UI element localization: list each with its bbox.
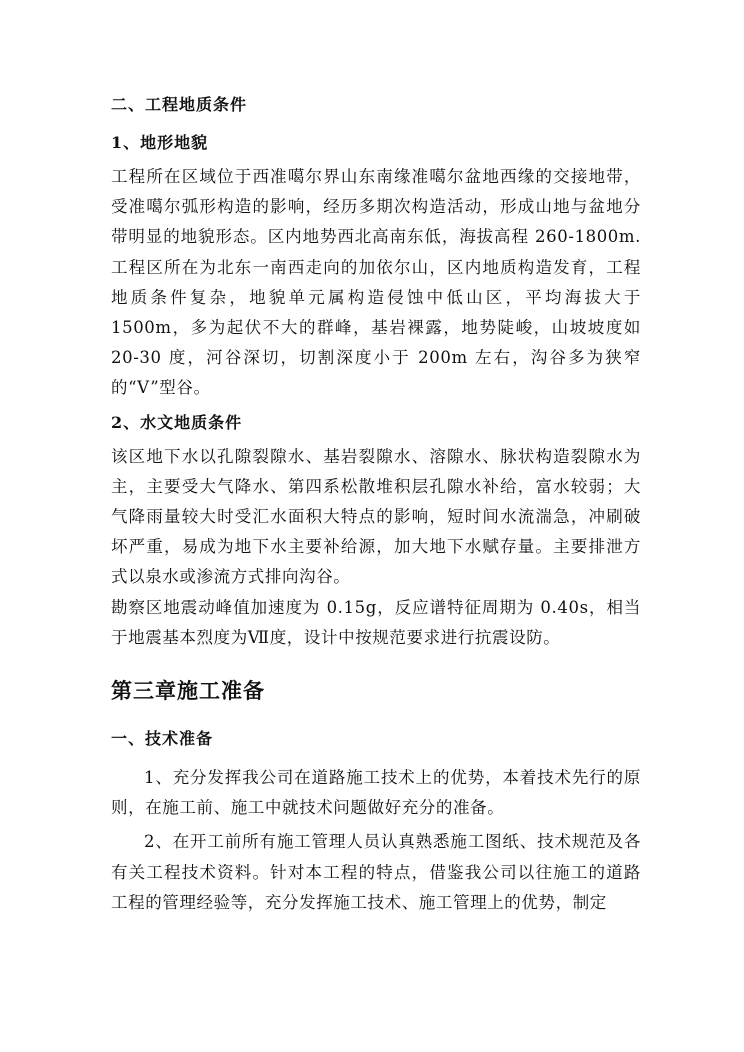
chapter-title: 第三章施工准备 xyxy=(111,678,265,704)
paragraph-item-2: 2、在开工前所有施工管理人员认真熟悉施工图纸、技术规范及各有关工程技术资料。针对本工程的特点，借鉴我公司以往施工的道路工程的管理经验等，充分发挥施工技术、施工管理上的优势，制定 xyxy=(111,832,641,912)
section-heading-technical-prep: 一、技术准备 xyxy=(111,729,214,749)
subsection-heading-landform: 1、地形地貌 xyxy=(111,133,209,152)
paragraph-item-1: 1、充分发挥我公司在道路施工技术上的优势，本着技术先行的原则，在施工前、施工中就技术问题做好充分的准备。 xyxy=(111,768,641,818)
paragraph-seismic: 勘察区地震动峰值加速度为 0.15g，反应谱特征周期为 0.40s，相当于地震基本烈度为Ⅶ度，设计中按规范要求进行抗震设防。 xyxy=(111,597,641,647)
paragraph-groundwater: 该区地下水以孔隙裂隙水、基岩裂隙水、溶隙水、脉状构造裂隙水为主，主要受大气降水、第四系松散堆积层孔隙水补给，富水较弱；大气降雨量较大时受汇水面积大特点的影响，短时间水流湍急，冲刷破坏严重，易成为地下水主要补给源，加大地下水赋存量。主要排泄方式以泉水或渗流方式排向沟谷。 xyxy=(111,446,641,587)
section-heading-geology: 二、工程地质条件 xyxy=(111,95,248,114)
subsection-heading-hydrogeology: 2、水文地质条件 xyxy=(111,412,243,432)
document-body xyxy=(111,86,641,918)
paragraph-landform: 工程所在区域位于西准噶尔界山东南缘准噶尔盆地西缘的交接地带，受准噶尔弧形构造的影响，经历多期次构造活动，形成山地与盆地分带明显的地貌形态。区内地势西北高南东低，海拔高程 260-1800m.工程区所在为北东一南西走向的加依尔山，区内地质构造发育，工程地质条件复杂，地貌单元属构造侵蚀中低山区，平均海拔大于 1500m，多为起伏不大的群峰，基岩裸露，地势陡峻，山坡坡度如 20-30 度，河谷深切，切割深度小于 200m 左右，沟谷多为狭窄的“V”型谷。 xyxy=(111,167,641,398)
